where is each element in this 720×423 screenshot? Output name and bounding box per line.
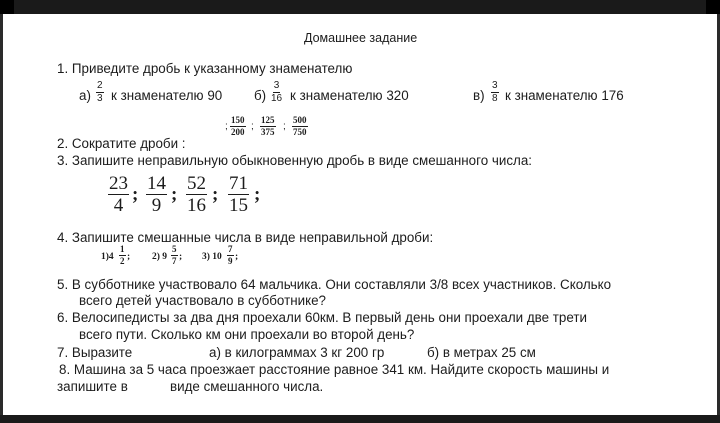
fraction-denominator: 15 [229,195,248,216]
task-2-separator: ; [283,121,286,132]
task-1b-label: б) [254,88,267,103]
task-4-item-1-fraction [119,245,126,266]
photo-corner-right [706,0,720,14]
task-8-line-2b: виде смешанного числа. [170,379,324,394]
fraction-denominator: 9 [228,256,233,266]
fraction-denominator: 375 [261,127,275,137]
task-2-separator: ; [225,121,228,132]
fraction-numerator: 14 [147,173,166,194]
task-5-line-2: всего детей участвовало в субботнике? [79,293,326,308]
task-4-item-1-suffix: ; [127,252,131,262]
task-3-separator: ; [132,184,139,205]
fraction-denominator: 4 [113,195,124,216]
task-1c-text: к знаменателю 176 [505,88,624,103]
task-6-line-2: всего пути. Сколько км они проехали во второй день? [79,327,415,342]
task-8-line-2a: запишите в [57,379,128,394]
fraction-denominator: 200 [231,127,245,137]
task-8-line-1: 8. Машина за 5 часа проезжает расстояние равное 341 км. Найдите скорость машины и [59,362,610,377]
task-4-text: 4. Запишите смешанные числа в виде неправильной дроби: [57,230,434,245]
fraction-denominator: 9 [151,195,162,216]
fraction-denominator: 2 [120,256,125,266]
task-1b-text: к знаменателю 320 [290,88,409,103]
fraction-numerator: 2 [97,80,103,91]
fraction-numerator: 125 [261,115,275,125]
task-3-text: 3. Запишите неправильную обыкновенную дробь в виде смешанного числа: [57,153,533,168]
fraction-denominator: 7 [172,256,177,266]
fraction-numerator: 3 [273,80,280,91]
task-7a-text: а) в килограммах 3 кг 200 гр [209,345,385,360]
task-4-item-3-prefix: 3) 10 [202,252,222,262]
task-1a-text: к знаменателю 90 [111,88,223,103]
photo-bottom-edge [0,415,720,423]
fraction-numerator: 1 [120,244,125,254]
task-3-separator: ; [171,184,178,205]
photo-top-edge [0,0,720,14]
task-4-item-3-suffix: ; [235,252,239,262]
task-2-fraction-2 [260,116,276,137]
photo-left-edge [0,14,3,415]
task-3-fraction-4 [228,174,249,215]
fraction-denominator: 16 [271,93,283,104]
photo-corner-left [0,0,14,14]
task-4-item-2-fraction [171,245,178,266]
task-4-item-1-prefix: 1)4 [101,252,114,262]
task-3-fraction-2 [146,174,167,215]
fraction-numerator: 500 [293,115,307,125]
fraction-numerator: 150 [231,115,245,125]
fraction-numerator: 5 [172,244,177,254]
task-3-fraction-1 [108,174,129,215]
fraction-numerator: 71 [229,173,248,194]
fraction-denominator: 16 [187,195,206,216]
task-3-separator: ; [212,184,219,205]
task-3-separator: ; [254,184,261,205]
fraction-denominator: 3 [97,93,103,104]
fraction-denominator: 750 [293,127,307,137]
task-2-text: 2. Сократите дроби : [57,136,186,151]
task-4-item-2-prefix: 2) 9 [152,252,168,262]
task-5-line-1: 5. В субботнике участвовало 64 мальчика. Они составляли 3/8 всех участников. Сколько [57,277,612,292]
task-4-item-2-suffix: ; [179,252,183,262]
task-1a-label: а) [79,88,91,103]
document-title: Домашнее задание [304,31,418,45]
task-2-fraction-3 [292,116,308,137]
fraction-numerator: 52 [187,173,206,194]
task-1c-label: в) [473,88,485,103]
task-2-fraction-1 [230,116,246,137]
fraction-numerator: 7 [228,244,233,254]
task-2-separator: ; [251,121,254,132]
task-6-line-1: 6. Велосипедисты за два дня проехали 60км. В первый день они проехали две трети [57,310,587,325]
task-1a-fraction [96,81,104,104]
fraction-denominator: 8 [492,93,498,104]
task-1-text: 1. Приведите дробь к указанному знаменателю [57,61,353,76]
task-1b-fraction [271,81,282,104]
task-1c-fraction [491,81,499,104]
task-3-fraction-3 [186,174,207,215]
task-4-item-3-fraction [227,245,234,266]
task-7-label: 7. Выразите [57,345,133,360]
fraction-numerator: 3 [492,80,498,91]
task-7b-text: б) в метрах 25 см [427,345,536,360]
fraction-numerator: 23 [109,173,128,194]
